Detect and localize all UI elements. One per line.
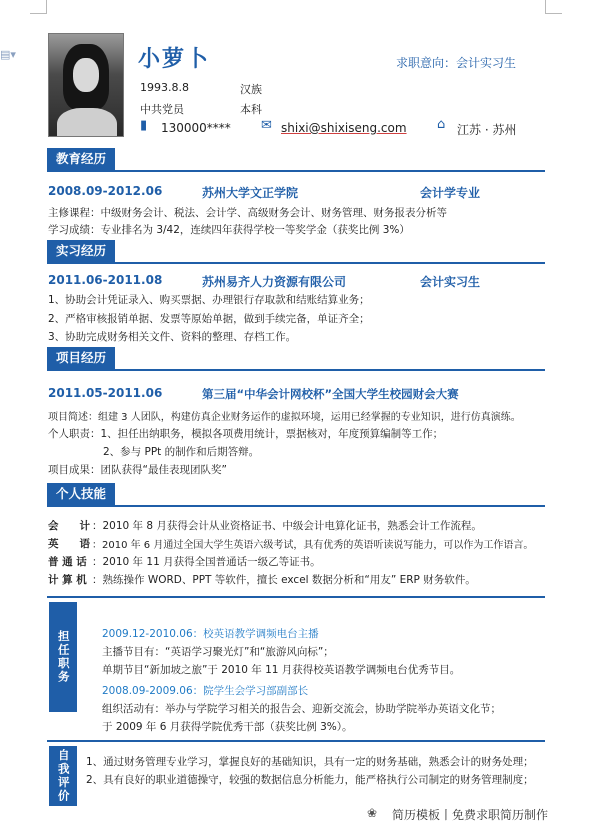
position-1-title: 2009.12-2010.06：校英语教学调频电台主播 [102, 628, 319, 640]
home-icon: ⌂ [437, 117, 446, 132]
position-1-line-2: 单期节目“新加坡之旅”于 2010 年 11 月获得校英语教学调频电台优秀节目。 [102, 664, 461, 676]
education-grades: 学习成绩：专业排名为 3/42，连续四年获得学校一等奖学金（获奖比例 3%） [48, 224, 410, 236]
email-icon: ✉ [261, 118, 272, 133]
project-summary: 项目简述：组建 3 人团队，构建仿真企业财务运作的虚拟环境，运用已经掌握的专业知识，进行仿真演练。 [48, 412, 521, 423]
project-duty-2: 2、参与 PPt 的制作和后期答辩。 [103, 446, 260, 458]
skill-computer: ：熟练操作 WORD、PPT 等软件，擅长 excel 数据分析和“用友” ERP 财务软件。 [92, 574, 476, 586]
internship-role: 会计实习生 [420, 275, 481, 289]
positions-heading: 担任职务 [49, 602, 77, 712]
project-name: 第三届“中华会计网校杯”全国大学生校园财会大赛 [202, 387, 459, 401]
project-duty-1: 个人职责：1、担任出纳职务，模拟各项费用统计，票据核对，年度预算编制等工作； [48, 428, 444, 440]
positions-top-rule [47, 596, 545, 598]
internship-duty-2: 2、严格审核报销单据、发票等原始单据，做到手续完备，单证齐全； [48, 313, 370, 325]
education-major: 会计学专业 [420, 186, 481, 200]
self-eval-line-1: 1、通过财务管理专业学习，掌握良好的基础知识，具有一定的财务基础，熟悉会计的财务处理； [86, 756, 534, 768]
internship-duty-3: 3、协助完成财务相关文件、资料的整理、存档工作。 [48, 331, 297, 343]
self-eval-line-2: 2、具有良好的职业道德操守，较强的数据信息分析能力，能严格执行公司制定的财务管理制度； [86, 774, 534, 786]
location: 江苏 · 苏州 [457, 123, 517, 137]
education-heading: 教育经历 [47, 148, 115, 170]
skills-rule [47, 505, 545, 507]
phone-icon: ▮ [140, 118, 148, 133]
internship-period: 2011.06-2011.08 [48, 273, 163, 287]
skill-label-computer: 计 算 机 [48, 574, 87, 586]
phone-number: 130000**** [161, 121, 231, 135]
skill-label-english: 英 语 [48, 538, 90, 550]
education-rule [47, 170, 545, 172]
position-2-line-2: 于 2009 年 6 月获得学院优秀干部（获奖比例 3%）。 [102, 721, 353, 733]
internship-duty-1: 1、协助会计凭证录入、购买票据、办理银行存取款和结账结算业务； [48, 294, 370, 306]
job-objective: 求职意向：会计实习生 [396, 56, 517, 70]
internship-rule [47, 262, 545, 264]
skill-label-mandarin: 普 通 话 [48, 556, 87, 568]
internship-company: 苏州易齐人力资源有限公司 [202, 275, 347, 289]
birth-date: 1993.8.8 [140, 81, 189, 94]
email-address[interactable]: shixi@shixiseng.com [281, 121, 407, 135]
position-2-title: 2008.09-2009.06：院学生会学习部副部长 [102, 685, 309, 697]
ethnicity: 汉族 [240, 83, 262, 96]
candidate-name: 小萝卜 [138, 47, 211, 72]
skill-mandarin: ：2010 年 11 月获得全国普通话一级乙等证书。 [92, 556, 321, 568]
project-rule [47, 369, 545, 371]
project-heading: 项目经历 [47, 347, 115, 369]
position-2-line-1: 组织活动有：举办与学院学习相关的报告会、迎新交流会，协助学院举办英语文化节； [102, 703, 501, 715]
profile-photo [48, 33, 124, 137]
project-result: 项目成果：团队获得“最佳表现团队奖” [48, 464, 227, 476]
page-corner-mark-right [545, 0, 562, 14]
skill-accounting: ：2010 年 8 月获得会计从业资格证书、中级会计电算化证书，熟悉会计工作流程。 [92, 520, 482, 532]
education-level: 本科 [240, 103, 262, 116]
internship-heading: 实习经历 [47, 240, 115, 262]
watermark-text: 简历模板丨免费求职简历制作 [392, 808, 549, 822]
education-courses: 主修课程：中级财务会计、税法、会计学、高级财务会计、财务管理、财务报表分析等 [48, 207, 447, 219]
education-school: 苏州大学文正学院 [202, 186, 299, 200]
project-period: 2011.05-2011.06 [48, 386, 163, 400]
page-corner-mark-left [30, 0, 47, 14]
document-icon[interactable]: ▤▾ [0, 48, 16, 61]
political-status: 中共党员 [140, 103, 184, 116]
education-period: 2008.09-2012.06 [48, 184, 163, 198]
position-1-line-1: 主播节目有：“英语学习聚光灯”和“旅游风向标”； [102, 646, 334, 658]
self-eval-top-rule [47, 740, 545, 742]
skill-english: ：2010 年 6 月通过全国大学生英语六级考试，具有优秀的英语听读说写能力，可以作为工作语言。 [92, 540, 534, 551]
wechat-logo-icon: ❀ [367, 806, 378, 820]
self-eval-heading: 自我评价 [49, 746, 77, 806]
skill-label-accounting: 会 计 [48, 520, 90, 532]
skills-heading: 个人技能 [47, 483, 115, 505]
